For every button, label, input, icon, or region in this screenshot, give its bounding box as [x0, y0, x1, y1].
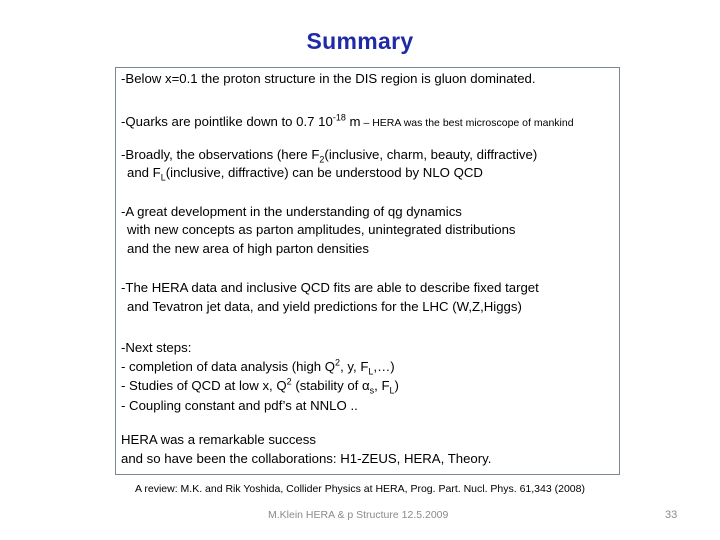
broad-text-c: and F	[127, 165, 161, 180]
footer-text: M.Klein HERA & p Structure 12.5.2009	[268, 509, 449, 521]
next2-sub-l: L	[389, 385, 395, 396]
quarks-text: -Quarks are pointlike down to 0.7 10	[121, 114, 333, 129]
next2-sub-s: s	[369, 385, 375, 396]
quarks-note: – HERA was the best microscope of mankind	[360, 117, 574, 129]
next2-text-a: - Studies of QCD at low x, Q	[121, 378, 287, 393]
next2-text-d: )	[394, 378, 399, 393]
broad-sub-l: L	[160, 172, 166, 183]
next2-sup: 2	[286, 376, 292, 387]
broad-text-b: (inclusive, charm, beauty, diffractive)	[324, 147, 538, 162]
item-quarks	[121, 113, 574, 132]
next2-text-b: (stability of α	[291, 378, 370, 393]
next1-text-b: , y, F	[340, 359, 369, 374]
item-qg-line2: with new concepts as parton amplitudes, unintegrated distributions	[127, 222, 516, 237]
next2-text-c: , F	[374, 378, 390, 393]
slide-title: Summary	[306, 28, 414, 54]
next1-text-a: - completion of data analysis (high Q	[121, 359, 336, 374]
item-hera-line2: and Tevatron jet data, and yield predictions for the LHC (W,Z,Higgs)	[127, 299, 522, 314]
item-qg-line1: -A great development in the understanding of qg dynamics	[121, 204, 462, 219]
page-number: 33	[665, 509, 678, 521]
broad-text-d: (inclusive, diffractive) can be understood by NLO QCD	[165, 165, 483, 180]
next-step-2	[121, 377, 399, 395]
next-steps-heading: -Next steps:	[121, 340, 192, 355]
broad-sub-2: 2	[319, 154, 325, 165]
next1-sup: 2	[335, 357, 341, 368]
success-line1: HERA was a remarkable success	[121, 432, 316, 447]
quarks-unit: m	[345, 114, 361, 129]
next1-sub: L	[368, 366, 374, 377]
quarks-exponent: -18	[332, 112, 346, 123]
item-broadly-line1	[121, 146, 537, 164]
item-gluon: -Below x=0.1 the proton structure in the DIS region is gluon dominated.	[121, 71, 536, 86]
reference-note: A review: M.K. and Rik Yoshida, Collider Physics at HERA, Prog. Part. Nucl. Phys. 61,343 (2008)	[135, 483, 585, 495]
success-line2: and so have been the collaborations: H1-ZEUS, HERA, Theory.	[121, 451, 492, 466]
next1-text-c: ,…)	[373, 359, 395, 374]
item-qg-line3: and the new area of high parton densities	[127, 241, 369, 256]
next-step-1	[121, 358, 395, 376]
next-step-3: - Coupling constant and pdf’s at NNLO ..	[121, 398, 358, 413]
broad-text-a: -Broadly, the observations (here F	[121, 147, 320, 162]
item-broadly-line2	[121, 164, 483, 182]
item-hera-line1: -The HERA data and inclusive QCD fits are able to describe fixed target	[121, 280, 539, 295]
